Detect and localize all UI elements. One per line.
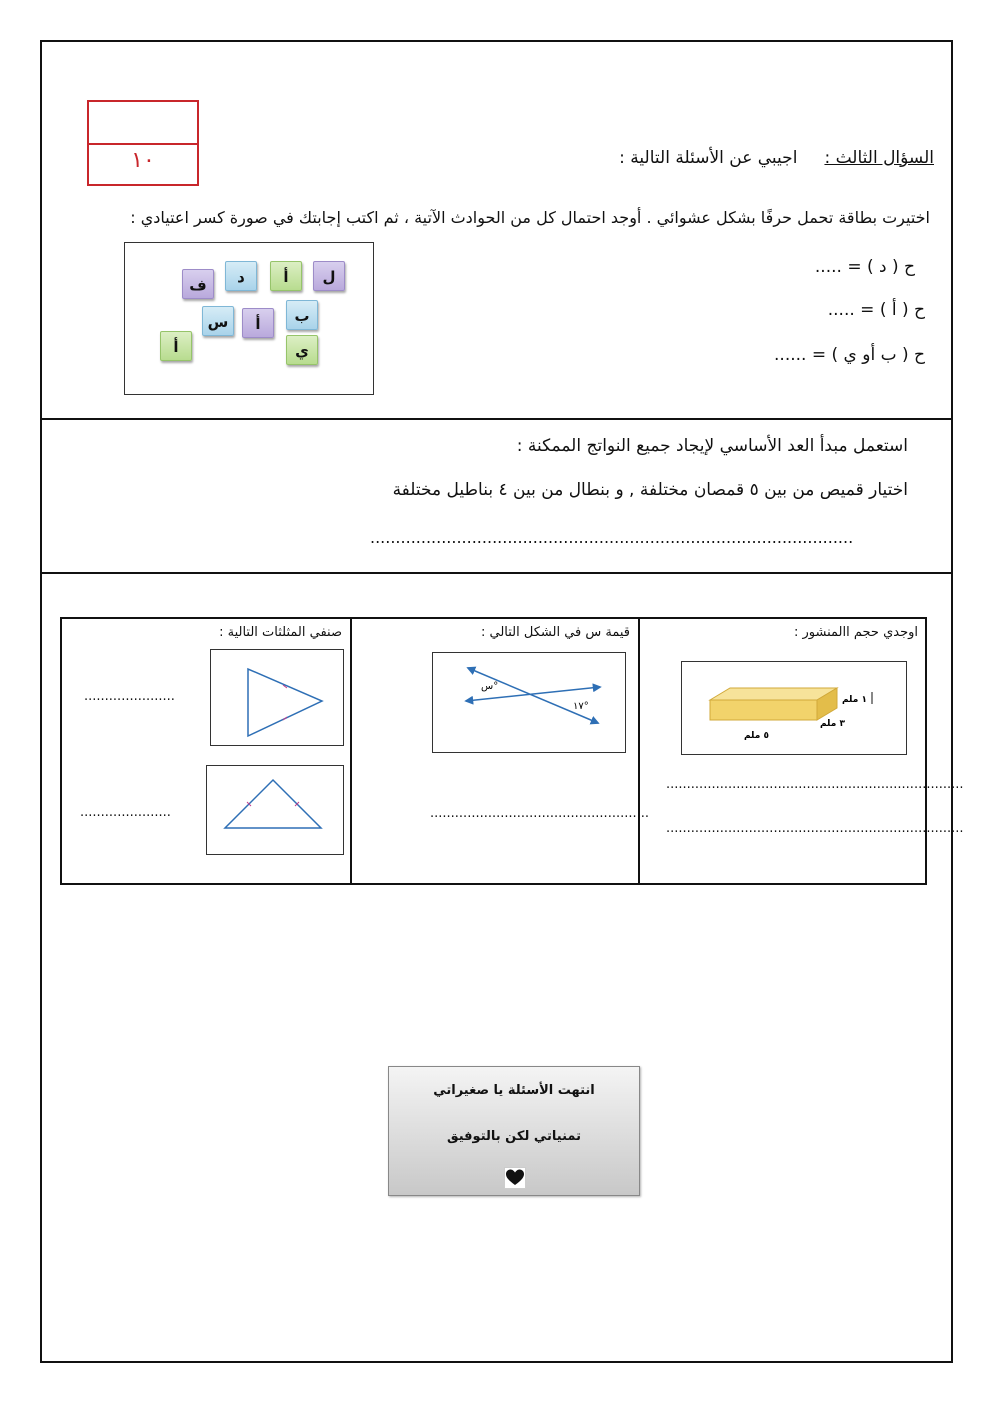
prism-figure-box [681, 661, 907, 755]
prism-answer-line-2[interactable]: ........................................................................ [666, 821, 964, 836]
prism-label-depth: ٣ ملم [820, 719, 845, 729]
counting-problem: اختيار قميص من بين ٥ قمصان مختلفة , و بنطال من بين ٤ بناطيل مختلفة [392, 480, 908, 500]
letter-cards-box [124, 242, 374, 395]
line-1 [468, 668, 598, 723]
closing-message-line-2: تمنياتي لكن بالتوفيق [447, 1129, 581, 1144]
angle-figure-box [432, 652, 626, 753]
prism-question-title: اوجدي حجم االمنشور : [794, 625, 918, 640]
triangle-2-box [206, 765, 344, 855]
closing-message-line-1: انتهت الأسئلة يا صغيراتي [433, 1083, 595, 1098]
angle-label-x: س° [481, 681, 499, 692]
questions-table [60, 617, 964, 885]
question-3-label: السؤال الثالث : [824, 148, 934, 168]
section-divider-2 [40, 572, 953, 574]
section-divider-1 [40, 418, 953, 420]
letter-card: ف [182, 269, 214, 299]
table-column-divider [350, 619, 352, 883]
counting-instruction: استعمل مبدأ العد الأساسي لإيجاد جميع النواتج الممكنة : [516, 436, 908, 456]
angle-figure [433, 653, 627, 754]
counting-answer-line[interactable]: ............................................................................................... [370, 528, 854, 547]
letter-card: س [202, 306, 234, 336]
closing-message-box [388, 1066, 640, 1196]
letter-card: ي [286, 335, 318, 365]
triangle-2-answer-line[interactable]: ...................... [80, 805, 171, 820]
triangles-question-title: صنفي المثلثات التالية : [219, 625, 342, 640]
angle-question-title: قيمة س في الشكل التالي : [480, 625, 630, 640]
score-divider [89, 143, 197, 145]
prism-answer-line-1[interactable]: ........................................................................ [666, 777, 964, 792]
triangle-1-figure [211, 650, 345, 747]
angle-label-17: ١٧° [573, 701, 589, 712]
letter-card: أ [242, 308, 274, 338]
probability-line-3[interactable]: ح ( ب أو ي ) = ...... [774, 345, 925, 365]
probability-line-1[interactable]: ح ( د ) = ..... [814, 257, 915, 277]
letter-card: ب [286, 300, 318, 330]
letter-card: أ [270, 261, 302, 291]
question-3-instruction: اختيرت بطاقة تحمل حرفًا بشكل عشوائي . أوجد احتمال كل من الحوادث الآتية ، ثم اكتب إجابتك في صورة كسر اعتيادي : [130, 208, 930, 227]
probability-line-2[interactable]: ح ( أ ) = ..... [827, 300, 925, 320]
angle-answer-line[interactable]: ..................................................... [430, 806, 650, 821]
prism-label-height: ١ ملم [842, 695, 867, 705]
prism-front-face [710, 700, 817, 720]
triangle-1-answer-line[interactable]: ...................... [84, 689, 175, 704]
prism-top-face [710, 688, 837, 700]
prism-figure [682, 662, 908, 756]
question-3-heading: اجيبي عن الأسئلة التالية : [619, 148, 798, 168]
triangle-1-box [210, 649, 344, 746]
question-3-title [600, 148, 934, 168]
letter-card: ل [313, 261, 345, 291]
triangle-2-figure [207, 766, 345, 856]
table-column-divider [638, 619, 640, 883]
letter-card: أ [160, 331, 192, 361]
prism-label-length: ٥ ملم [744, 731, 769, 741]
letter-card: د [225, 261, 257, 291]
heart-icon [505, 1168, 525, 1188]
score-box [87, 100, 199, 186]
score-value: ١٠ [131, 148, 155, 173]
triangle-2 [225, 780, 321, 828]
triangle-1 [248, 669, 322, 736]
heart-icon-frame [504, 1167, 526, 1189]
